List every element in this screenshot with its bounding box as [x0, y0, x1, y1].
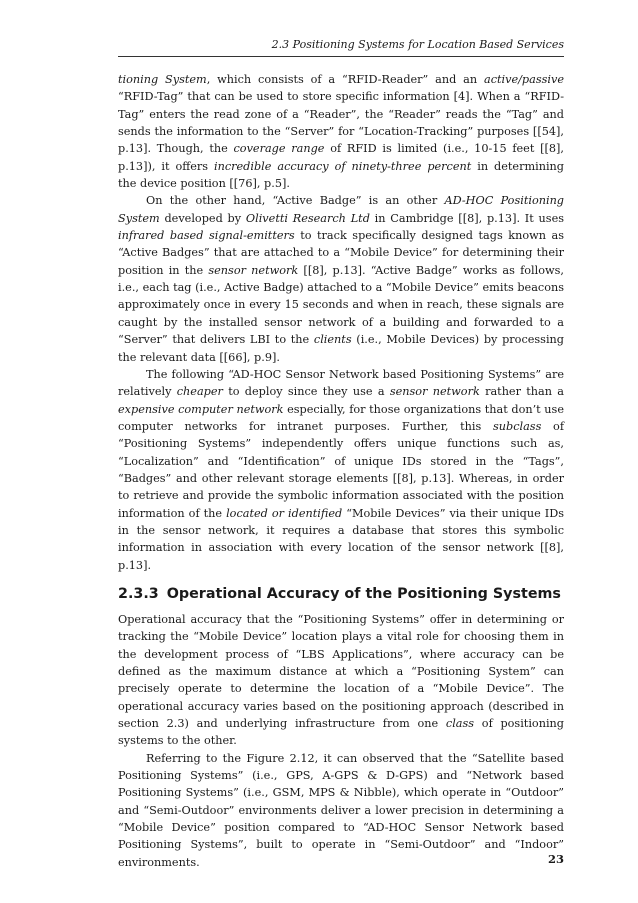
paragraph-active-badge — [118, 192, 564, 365]
text-run: to deploy since they use a — [222, 385, 390, 399]
paragraph-rfid — [118, 71, 564, 192]
text-run: in determining the device position [[76], p.5]. — [118, 159, 565, 191]
text-run: to track specifically designed tags known as “Active Badges” that are attached to a “Mobile Device” for determining their position in the — [118, 229, 564, 277]
italic-run: subclass — [492, 419, 542, 433]
italic-run: Olivetti Research Ltd — [245, 211, 370, 225]
running-header: 2.3 Positioning Systems for Location Based Services — [271, 38, 564, 51]
text-run: of positioning systems to the other. — [118, 717, 564, 748]
italic-run: incredible accuracy of ninety-three percent — [213, 159, 472, 173]
paragraph-operational-accuracy — [118, 611, 564, 750]
text-run: , which consists of a “RFID-Reader” and an — [206, 73, 484, 86]
text-run: rather than a — [479, 385, 565, 399]
text-run: developed by — [159, 211, 246, 225]
italic-run: coverage range — [233, 142, 325, 156]
header-rule — [118, 56, 564, 57]
page-number: 23 — [547, 852, 564, 866]
text-run: The following “AD-HOC Sensor Network based Positioning Systems” are relatively — [118, 367, 564, 399]
text-run: especially, for those organizations that don’t use computer networks for intranet purposes. Further, this — [118, 402, 564, 433]
italic-run: located or identified — [226, 506, 343, 520]
italic-run: active/passive — [483, 73, 564, 86]
text-run: On the other hand, “Active Badge” is an other — [146, 194, 445, 208]
paragraph-adhoc-sensor — [118, 366, 564, 574]
text-run: Referring to the Figure 2.12, it can observed that the “Satellite based Positioning Systems” (i.e., GPS, A-GPS & D-GPS) and “Network based Positioning Systems” (i.e., GSM, MPS & Nibble), which operate in “Outdoor” and “Semi-Outdoor” environments deliver a lower precision in determining a “Mobile Device” position compared to “AD-HOC Sensor Network based Positioning Systems”, built to operate in “Semi-Outdoor” and “Indoor” environments. — [118, 751, 564, 869]
text-run: “RFID-Tag” that can be used to store specific information [4]. When a “RFID-Tag” enters the read zone of a “Reader”, the “Reader” reads the “Tag” and sends the information to the “Server” for “Location-Tracking” purposes [[54], p.13]. Though, the — [118, 90, 564, 156]
italic-run: cheaper — [176, 385, 223, 399]
italic-run: class — [445, 717, 475, 731]
italic-run: sensor network — [208, 263, 299, 277]
text-run: Operational accuracy that the “Positioning Systems” offer in determining or tracking the “Mobile Device” location plays a vital role for choosing them in the development process of “LBS Applications”, where accuracy can be defined as the maximum distance at which a “Positioning System” can precisely operate to determine the location of a “Mobile Device”. The operational accuracy varies based on the positioning approach (described in section 2.3) and underlying infrastructure from one — [118, 612, 564, 731]
section-number: 2.3.3 — [118, 585, 159, 602]
text-run: of RFID is limited (i.e., 10-15 feet [[8], p.13]), it offers — [118, 142, 564, 173]
text-run: (i.e., Mobile Devices) by processing the relevant data [[66], p.9]. — [118, 333, 564, 364]
section-heading — [118, 584, 564, 604]
text-run: in Cambridge [[8], p.13]. It uses — [369, 211, 565, 225]
text-run: “Mobile Devices” via their unique IDs in the sensor network, it requires a database that stores this symbolic information in association with every location of the sensor network [[8], p.13]. — [118, 506, 564, 572]
italic-run: clients — [313, 333, 352, 347]
body-text — [118, 71, 564, 871]
italic-run: sensor network — [389, 385, 480, 399]
paragraph-figure-reference — [118, 750, 564, 871]
text-run: of “Positioning Systems” independently offers unique functions such as, “Localization” and “Identification” of unique IDs stored in the “Tags”, “Badges” and other relevant storage elements [[8], p.13]. Whereas, in order to retrieve and provide the symbolic information associated with the position information of the — [118, 419, 564, 520]
text-run: [[8], p.13]. “Active Badge” works as follows, i.e., each tag (i.e., Active Badge) attached to a “Mobile Device” emits beacons approximately once in every 15 seconds and when in reach, these signals are caught by the installed sensor network of a building and forwarded to a “Server” that delivers LBI to the — [118, 263, 565, 347]
italic-run: AD-HOC Positioning System — [118, 194, 565, 225]
section-title: Operational Accuracy of the Positioning Systems — [166, 585, 561, 602]
italic-run: infrared based signal-emitters — [118, 229, 295, 243]
italic-run: tioning System — [118, 73, 207, 86]
italic-run: expensive computer network — [118, 402, 284, 416]
